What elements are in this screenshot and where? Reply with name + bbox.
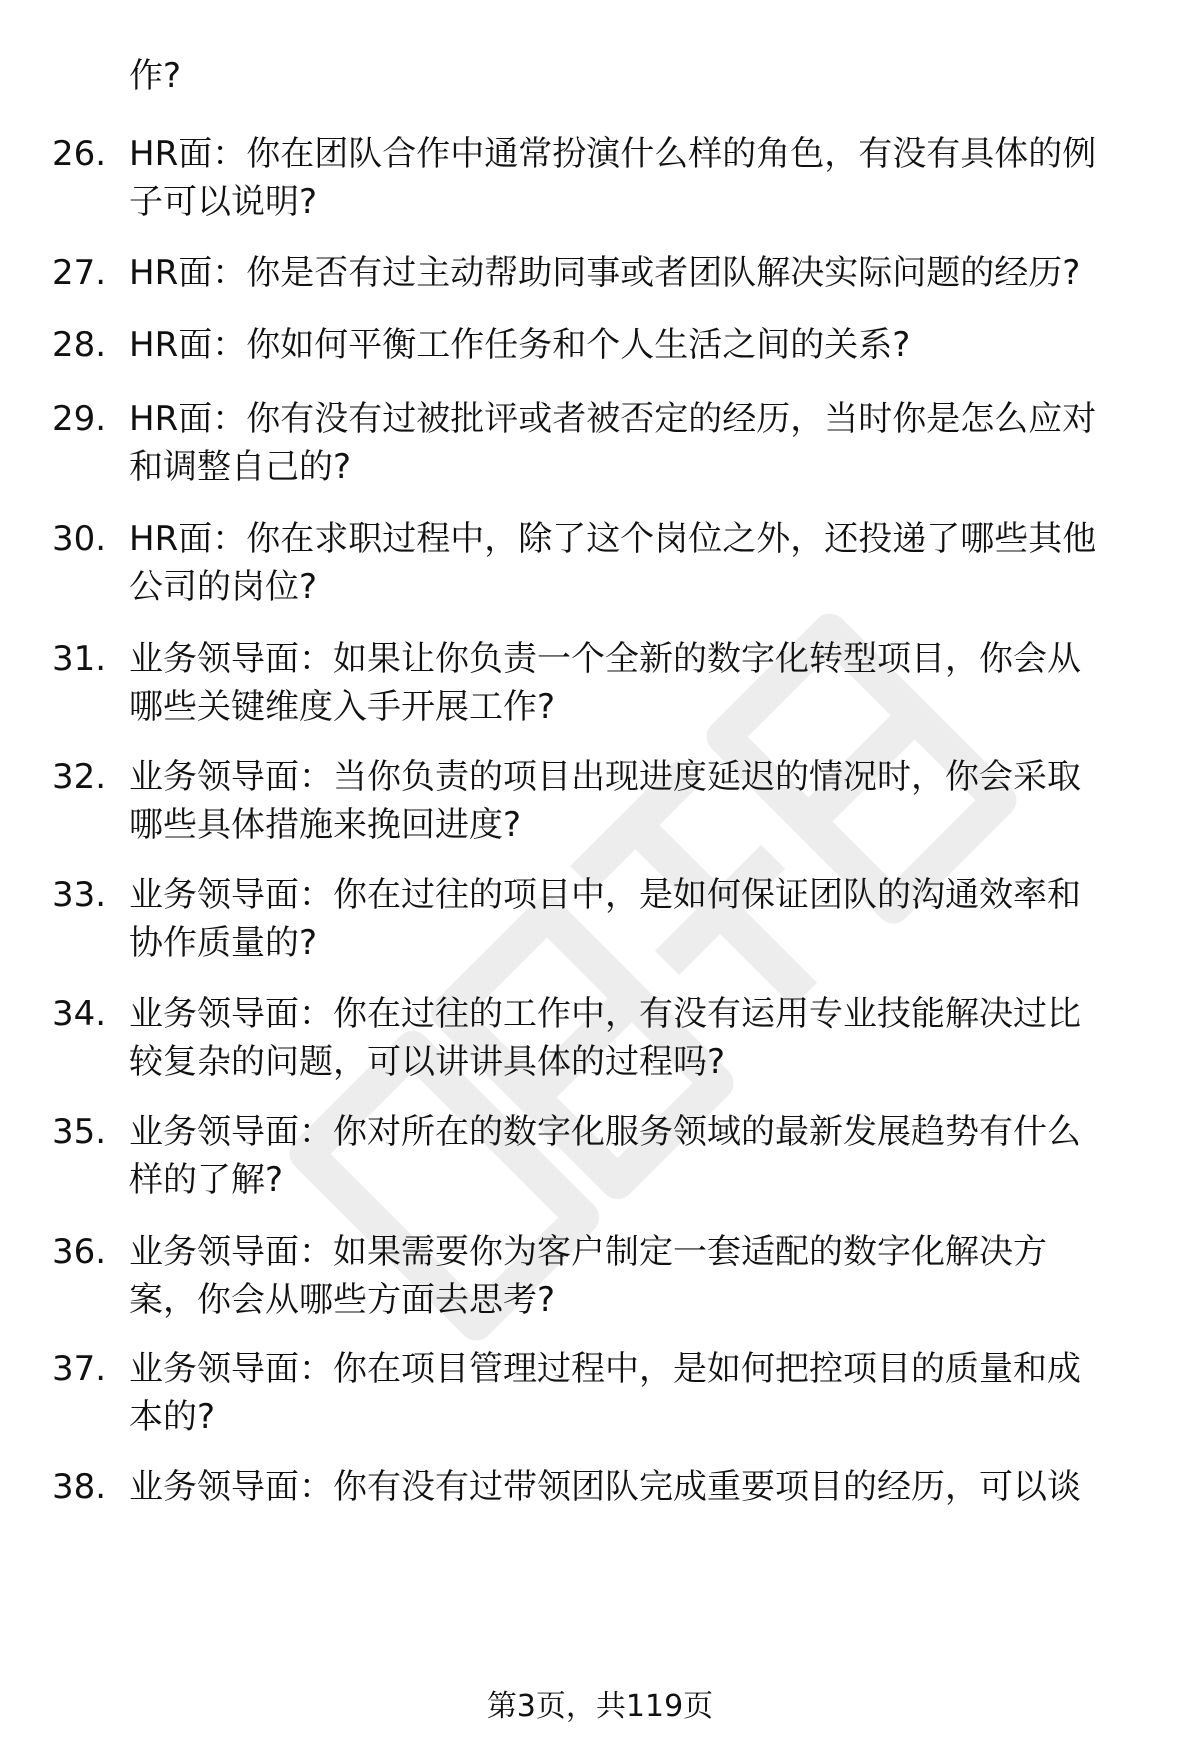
item-number: 34.	[52, 994, 107, 1034]
item-text-line2: 本的?	[129, 1397, 216, 1437]
item-number: 31.	[52, 639, 107, 679]
item-text-line2: 子可以说明?	[129, 182, 318, 222]
item-text-line2: 较复杂的问题，可以讲讲具体的过程吗?	[129, 1042, 726, 1082]
item-text-line1: HR面：你是否有过主动帮助同事或者团队解决实际问题的经历?	[129, 253, 1081, 293]
item-number: 27.	[52, 253, 107, 293]
item-text-line2: 和调整自己的?	[129, 447, 352, 487]
item-text-line2: 哪些具体措施来挽回进度?	[129, 805, 522, 845]
item-number: 38.	[52, 1467, 107, 1507]
item-text-line1: 业务领导面：你对所在的数字化服务领域的最新发展趋势有什么	[129, 1112, 1081, 1152]
item-number: 36.	[52, 1232, 107, 1272]
page-footer: 第3页，共119页	[486, 1689, 714, 1724]
item-text-line2: 协作质量的?	[129, 923, 318, 963]
item-text-line1: 业务领导面：当你负责的项目出现进度延迟的情况时，你会采取	[129, 757, 1081, 797]
item-text-line1: HR面：你有没有过被批评或者被否定的经历，当时你是怎么应对	[129, 399, 1097, 439]
item-text-line1: 业务领导面：你在过往的工作中，有没有运用专业技能解决过比	[129, 994, 1081, 1034]
item-number: 28.	[52, 325, 107, 365]
item-text-line2: 案，你会从哪些方面去思考?	[129, 1280, 556, 1320]
item-number: 32.	[52, 757, 107, 797]
item-text-line1: HR面：你在求职过程中，除了这个岗位之外，还投递了哪些其他	[129, 519, 1097, 559]
item-text-line1: 业务领导面：你有没有过带领团队完成重要项目的经历，可以谈	[129, 1467, 1081, 1507]
item-text-line2: 样的了解?	[129, 1160, 284, 1200]
item-text-line2: 公司的岗位?	[129, 567, 318, 607]
item-number: 33.	[52, 875, 107, 915]
item-text-line2: 哪些关键维度入手开展工作?	[129, 687, 556, 727]
item-text-line1: HR面：你在团队合作中通常扮演什么样的角色，有没有具体的例	[129, 134, 1097, 174]
item-text-line1: 业务领导面：如果让你负责一个全新的数字化转型项目，你会从	[129, 639, 1081, 679]
item-text-line1: 业务领导面：你在项目管理过程中，是如何把控项目的质量和成	[129, 1349, 1081, 1389]
item-text-line1: 业务领导面：你在过往的项目中，是如何保证团队的沟通效率和	[129, 875, 1081, 915]
item-number: 35.	[52, 1112, 107, 1152]
item-number: 29.	[52, 399, 107, 439]
item-number: 30.	[52, 519, 107, 559]
item-text-line1: HR面：你如何平衡工作任务和个人生活之间的关系?	[129, 325, 911, 365]
item-number: 37.	[52, 1349, 107, 1389]
item-text-line1: 业务领导面：如果需要你为客户制定一套适配的数字化解决方	[129, 1232, 1047, 1272]
item-number: 26.	[52, 134, 107, 174]
continuation-text: 作?	[129, 56, 182, 96]
